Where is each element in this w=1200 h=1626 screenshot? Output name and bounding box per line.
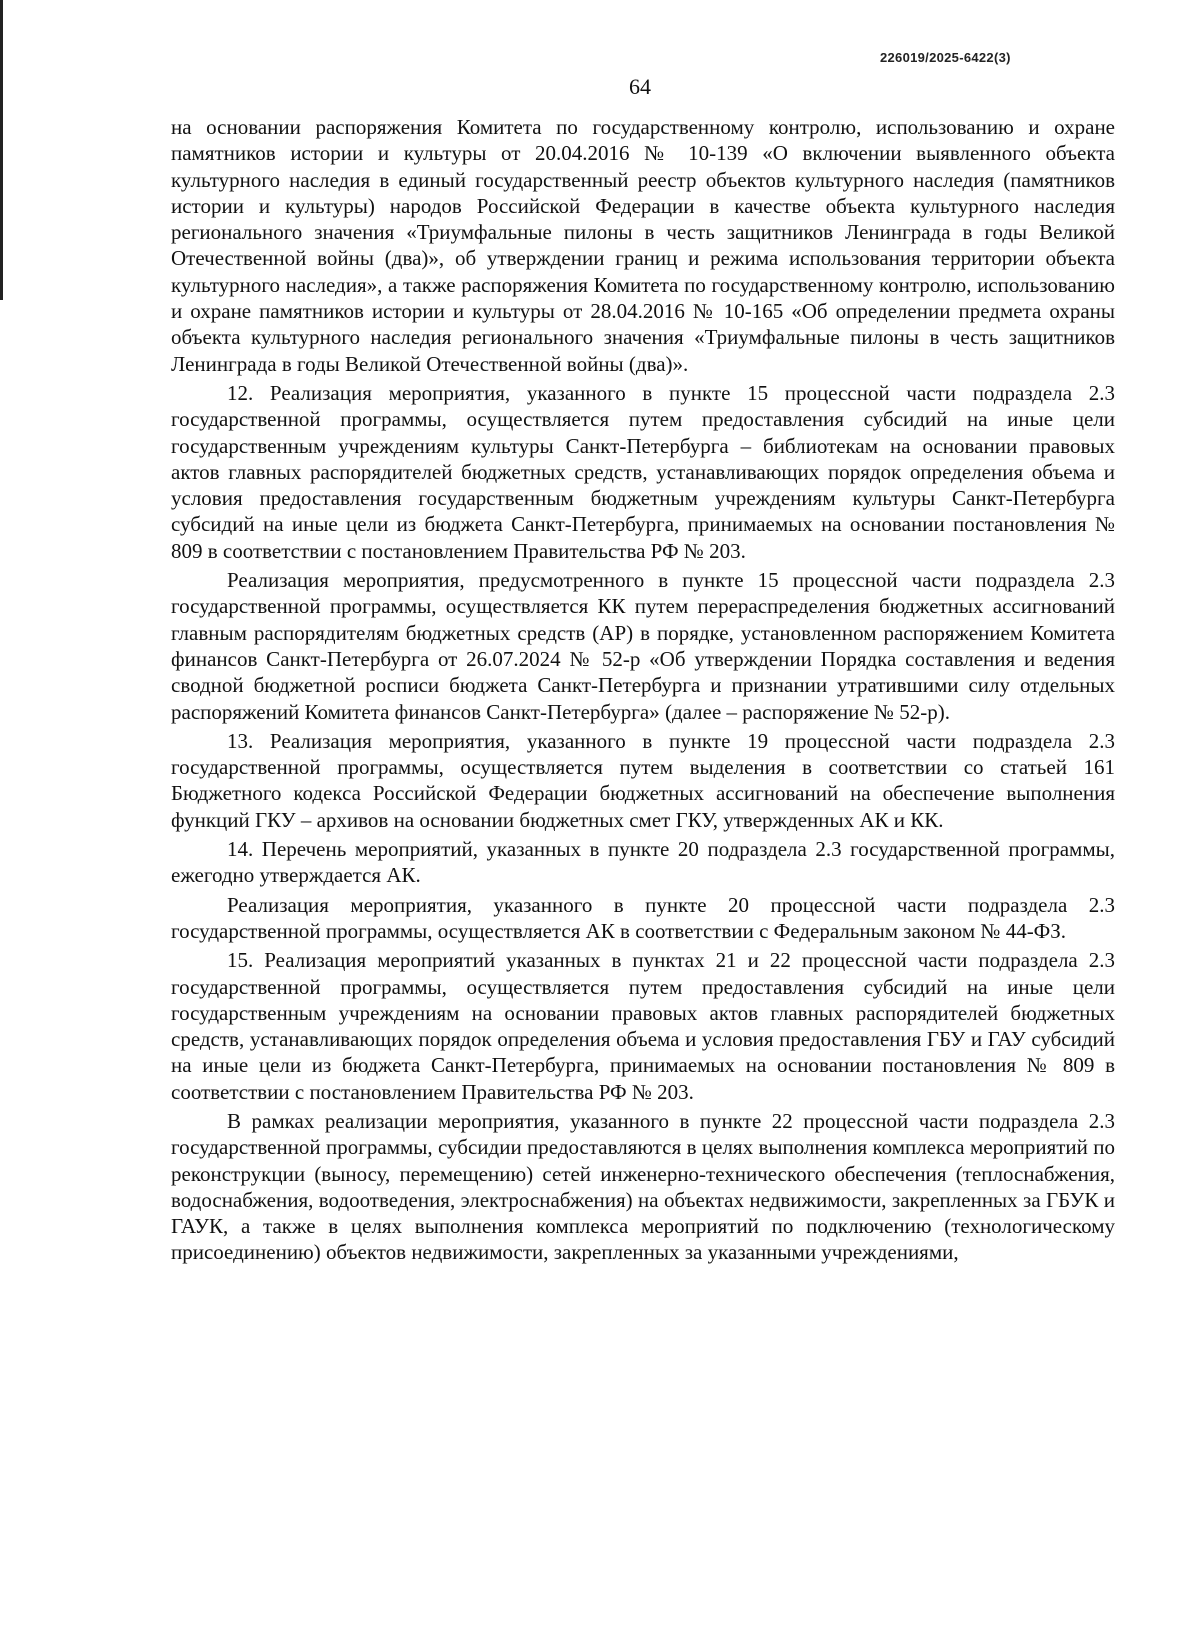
paragraph-item-14: 14. Перечень мероприятий, указанных в пункте 20 подраздела 2.3 государственной программы, ежегодно утверждается АК. <box>171 837 1115 888</box>
scan-edge-mark <box>0 0 3 300</box>
paragraph-item-12-implementation: Реализация мероприятия, предусмотренного в пункте 15 процессной части подраздела 2.3 государственной программы, осуществляется КК путем перераспределения бюджетных ассигнований главным распорядителям бюджетных средств (АР) в порядке, установленном распоряжением Комитета финансов Санкт-Петербурга от 26.07.2024 № 52-р «Об утверждении Порядка составления и ведения сводной бюджетной росписи бюджета Санкт-Петербурга и признании утратившими силу отдельных распоряжений Комитета финансов Санкт-Петербурга» (далее – распоряжение № 52-р). <box>171 568 1115 724</box>
paragraph-item-15: 15. Реализация мероприятий указанных в пунктах 21 и 22 процессной части подраздела 2.3 государственной программы, осуществляется путем предоставления субсидий на иные цели государственным учреждениям на основании правовых актов главных распорядителей бюджетных средств, устанавливающих порядок определения объема и условия предоставления ГБУ и ГАУ субсидий на иные цели из бюджета Санкт-Петербурга, принимаемых на основании постановления № 809 в соответствии с постановлением Правительства РФ № 203. <box>171 948 1115 1104</box>
paragraph-continuation: на основании распоряжения Комитета по государственному контролю, использованию и охране памятников истории и культуры от 20.04.2016 № 10-139 «О включении выявленного объекта культурного наследия в единый государственный реестр объектов культурного наследия (памятников истории и культуры) народов Российской Федерации в качестве объекта культурного наследия регионального значения «Триумфальные пилоны в честь защитников Ленинграда в годы Великой Отечественной войны (два)», об утверждении границ и режима использования территории объекта культурного наследия», а также распоряжения Комитета по государственному контролю, использованию и охране памятников истории и культуры от 28.04.2016 № 10-165 «Об определении предмета охраны объекта культурного наследия регионального значения «Триумфальные пилоны в честь защитников Ленинграда в годы Великой Отечественной войны (два)». <box>171 115 1115 376</box>
document-body <box>171 114 1115 1269</box>
paragraph-item-12: 12. Реализация мероприятия, указанного в пункте 15 процессной части подраздела 2.3 государственной программы, осуществляется путем предоставления субсидий на иные цели государственным учреждениям культуры Санкт-Петербурга – библиотекам на основании правовых актов главных распорядителей бюджетных средств, устанавливающих порядок определения объема и условия предоставления государственным бюджетным учреждениям культуры Санкт-Петербурга субсидий на иные цели из бюджета Санкт-Петербурга, принимаемых на основании постановления № 809 в соответствии с постановлением Правительства РФ № 203. <box>171 380 1115 563</box>
paragraph-item-15-subsidies: В рамках реализации мероприятия, указанного в пункте 22 процессной части подраздела 2.3 государственной программы, субсидии предоставляются в целях выполнения комплекса мероприятий по реконструкции (выносу, перемещению) сетей инженерно-технического обеспечения (теплоснабжения, водоснабжения, водоотведения, электроснабжения) на объектах недвижимости, закрепленных за ГБУК и ГАУК, а также в целях выполнения комплекса мероприятий по подключению (технологическому присоединению) объектов недвижимости, закрепленных за указанными учреждениями, <box>171 1108 1115 1265</box>
page-number: 64 <box>629 74 651 99</box>
paragraph-item-14-implementation: Реализация мероприятия, указанного в пункте 20 процессной части подраздела 2.3 государственной программы, осуществляется АК в соответствии с Федеральным законом № 44-ФЗ. <box>171 892 1115 943</box>
document-registration-number: 226019/2025-6422(3) <box>880 50 1011 65</box>
paragraph-item-13: 13. Реализация мероприятия, указанного в пункте 19 процессной части подраздела 2.3 государственной программы, осуществляется путем выделения в соответствии со статьей 161 Бюджетного кодекса Российской Федерации бюджетных ассигнований на обеспечение выполнения функций ГКУ – архивов на основании бюджетных смет ГКУ, утвержденных АК и КК. <box>171 728 1115 832</box>
